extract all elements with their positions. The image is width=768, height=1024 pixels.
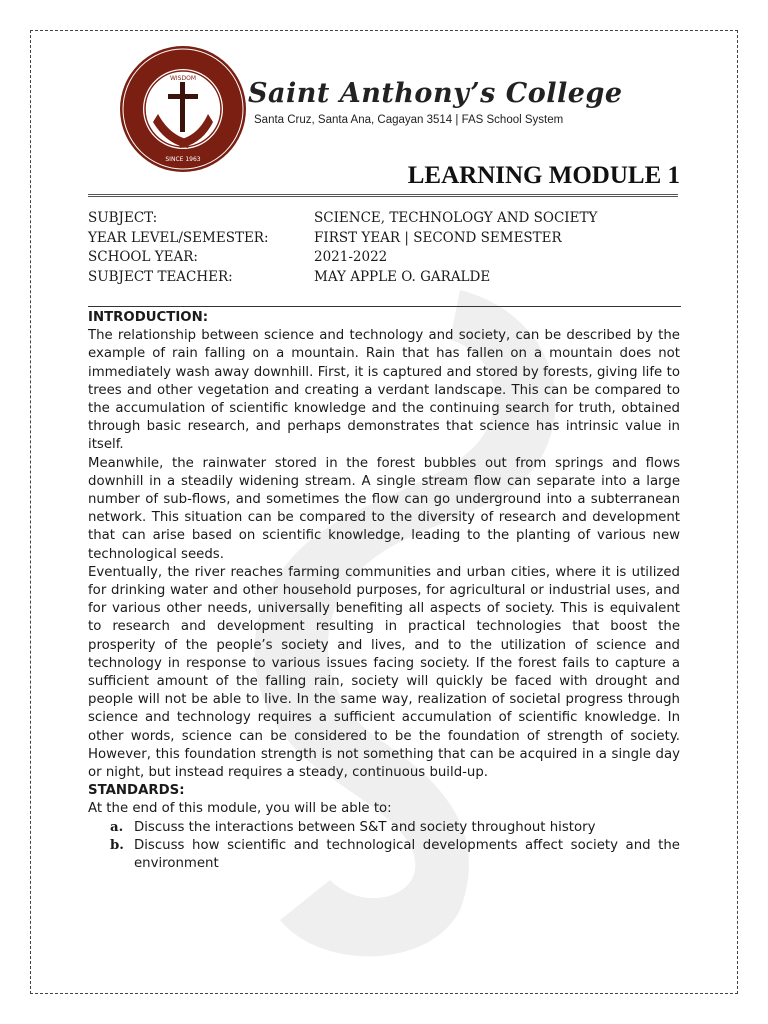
- college-name: Saint Anthony’s College: [248, 78, 623, 109]
- info-label: YEAR LEVEL/SEMESTER:: [88, 229, 269, 246]
- introduction-paragraph: The relationship between science and technology and society, can be described by the example of rain falling on a mountain. Rain that has fallen on a mountain does not immediately wash away downhill. First, it is captured and stored by forests, giving life to trees and other vegetation and creating a verdant landscape. This can be compared to the accumulation of scientific knowledge and the continuing search for truth, obtained through basic research, and perhaps demonstrates that science has intrinsic value in itself.: [88, 328, 680, 453]
- introduction-paragraph: Meanwhile, the rainwater stored in the forest bubbles out from springs and flows downhill in a steadily widening stream. A single stream flow can separate into a large number of sub-flows, and sometimes the flow can go underground into a subterranean network. This situation can be compared to the diversity of research and development that can arise based on scientific knowledge, leading to the planting of various new technological seeds.: [88, 455, 680, 562]
- standards-heading: STANDARDS:: [88, 783, 185, 799]
- divider-double: [88, 194, 678, 197]
- info-label: SCHOOL YEAR:: [88, 249, 198, 265]
- module-content: [88, 309, 680, 873]
- info-value: FIRST YEAR | SECOND SEMESTER: [314, 229, 562, 246]
- svg-text:WISDOM: WISDOM: [169, 75, 197, 82]
- document-header: [118, 44, 718, 174]
- standard-item: [110, 837, 680, 873]
- module-title: LEARNING MODULE 1: [407, 162, 680, 189]
- standard-text: Discuss the interactions between S&T and society throughout history: [134, 819, 596, 835]
- info-value: SCIENCE, TECHNOLOGY AND SOCIETY: [314, 210, 598, 226]
- divider-line: [88, 306, 681, 307]
- standards-lead: At the end of this module, you will be able to:: [88, 801, 392, 817]
- standard-letter: a.: [110, 819, 124, 835]
- subject-info: [88, 209, 688, 287]
- info-row-teacher: [88, 268, 688, 288]
- info-row-year-level: [88, 229, 688, 249]
- college-address: Santa Cruz, Santa Ana, Cagayan 3514 | FAS School System: [254, 114, 564, 126]
- info-value: MAY APPLE O. GARALDE: [314, 268, 491, 285]
- info-value: 2021-2022: [314, 249, 388, 265]
- info-label: SUBJECT TEACHER:: [88, 268, 233, 285]
- standard-text: Discuss how scientific and technological developments affect society and the environment: [134, 837, 680, 872]
- info-row-subject: [88, 209, 688, 229]
- svg-text:SINCE 1963: SINCE 1963: [165, 156, 201, 163]
- college-seal-logo: [118, 44, 248, 174]
- introduction-paragraph: Eventually, the river reaches farming communities and urban cities, where it is utilized for drinking water and other household purposes, for agricultural or industrial uses, and for various other needs, universally benefiting all aspects of society. This is equivalent to research and development resulting in practical technologies that boost the prosperity of the people’s society and lives, and to the utilization of science and technology in response to various issues facing society. If the forest fails to capture a sufficient amount of the falling rain, society will quickly be faced with drought and people will not be able to live. In the same way, realization of societal progress through science and technology requires a sufficient accumulation of scientific knowledge. In other words, science can be considered to be the foundation of strength of society. However, this foundation strength is not something that can be acquired in a single day or night, but instead requires a steady, continuous build-up.: [88, 564, 680, 781]
- info-row-school-year: [88, 248, 688, 268]
- introduction-heading: INTRODUCTION:: [88, 310, 209, 325]
- standard-item: [110, 819, 680, 837]
- info-label: SUBJECT:: [88, 210, 158, 226]
- standard-letter: b.: [110, 837, 124, 853]
